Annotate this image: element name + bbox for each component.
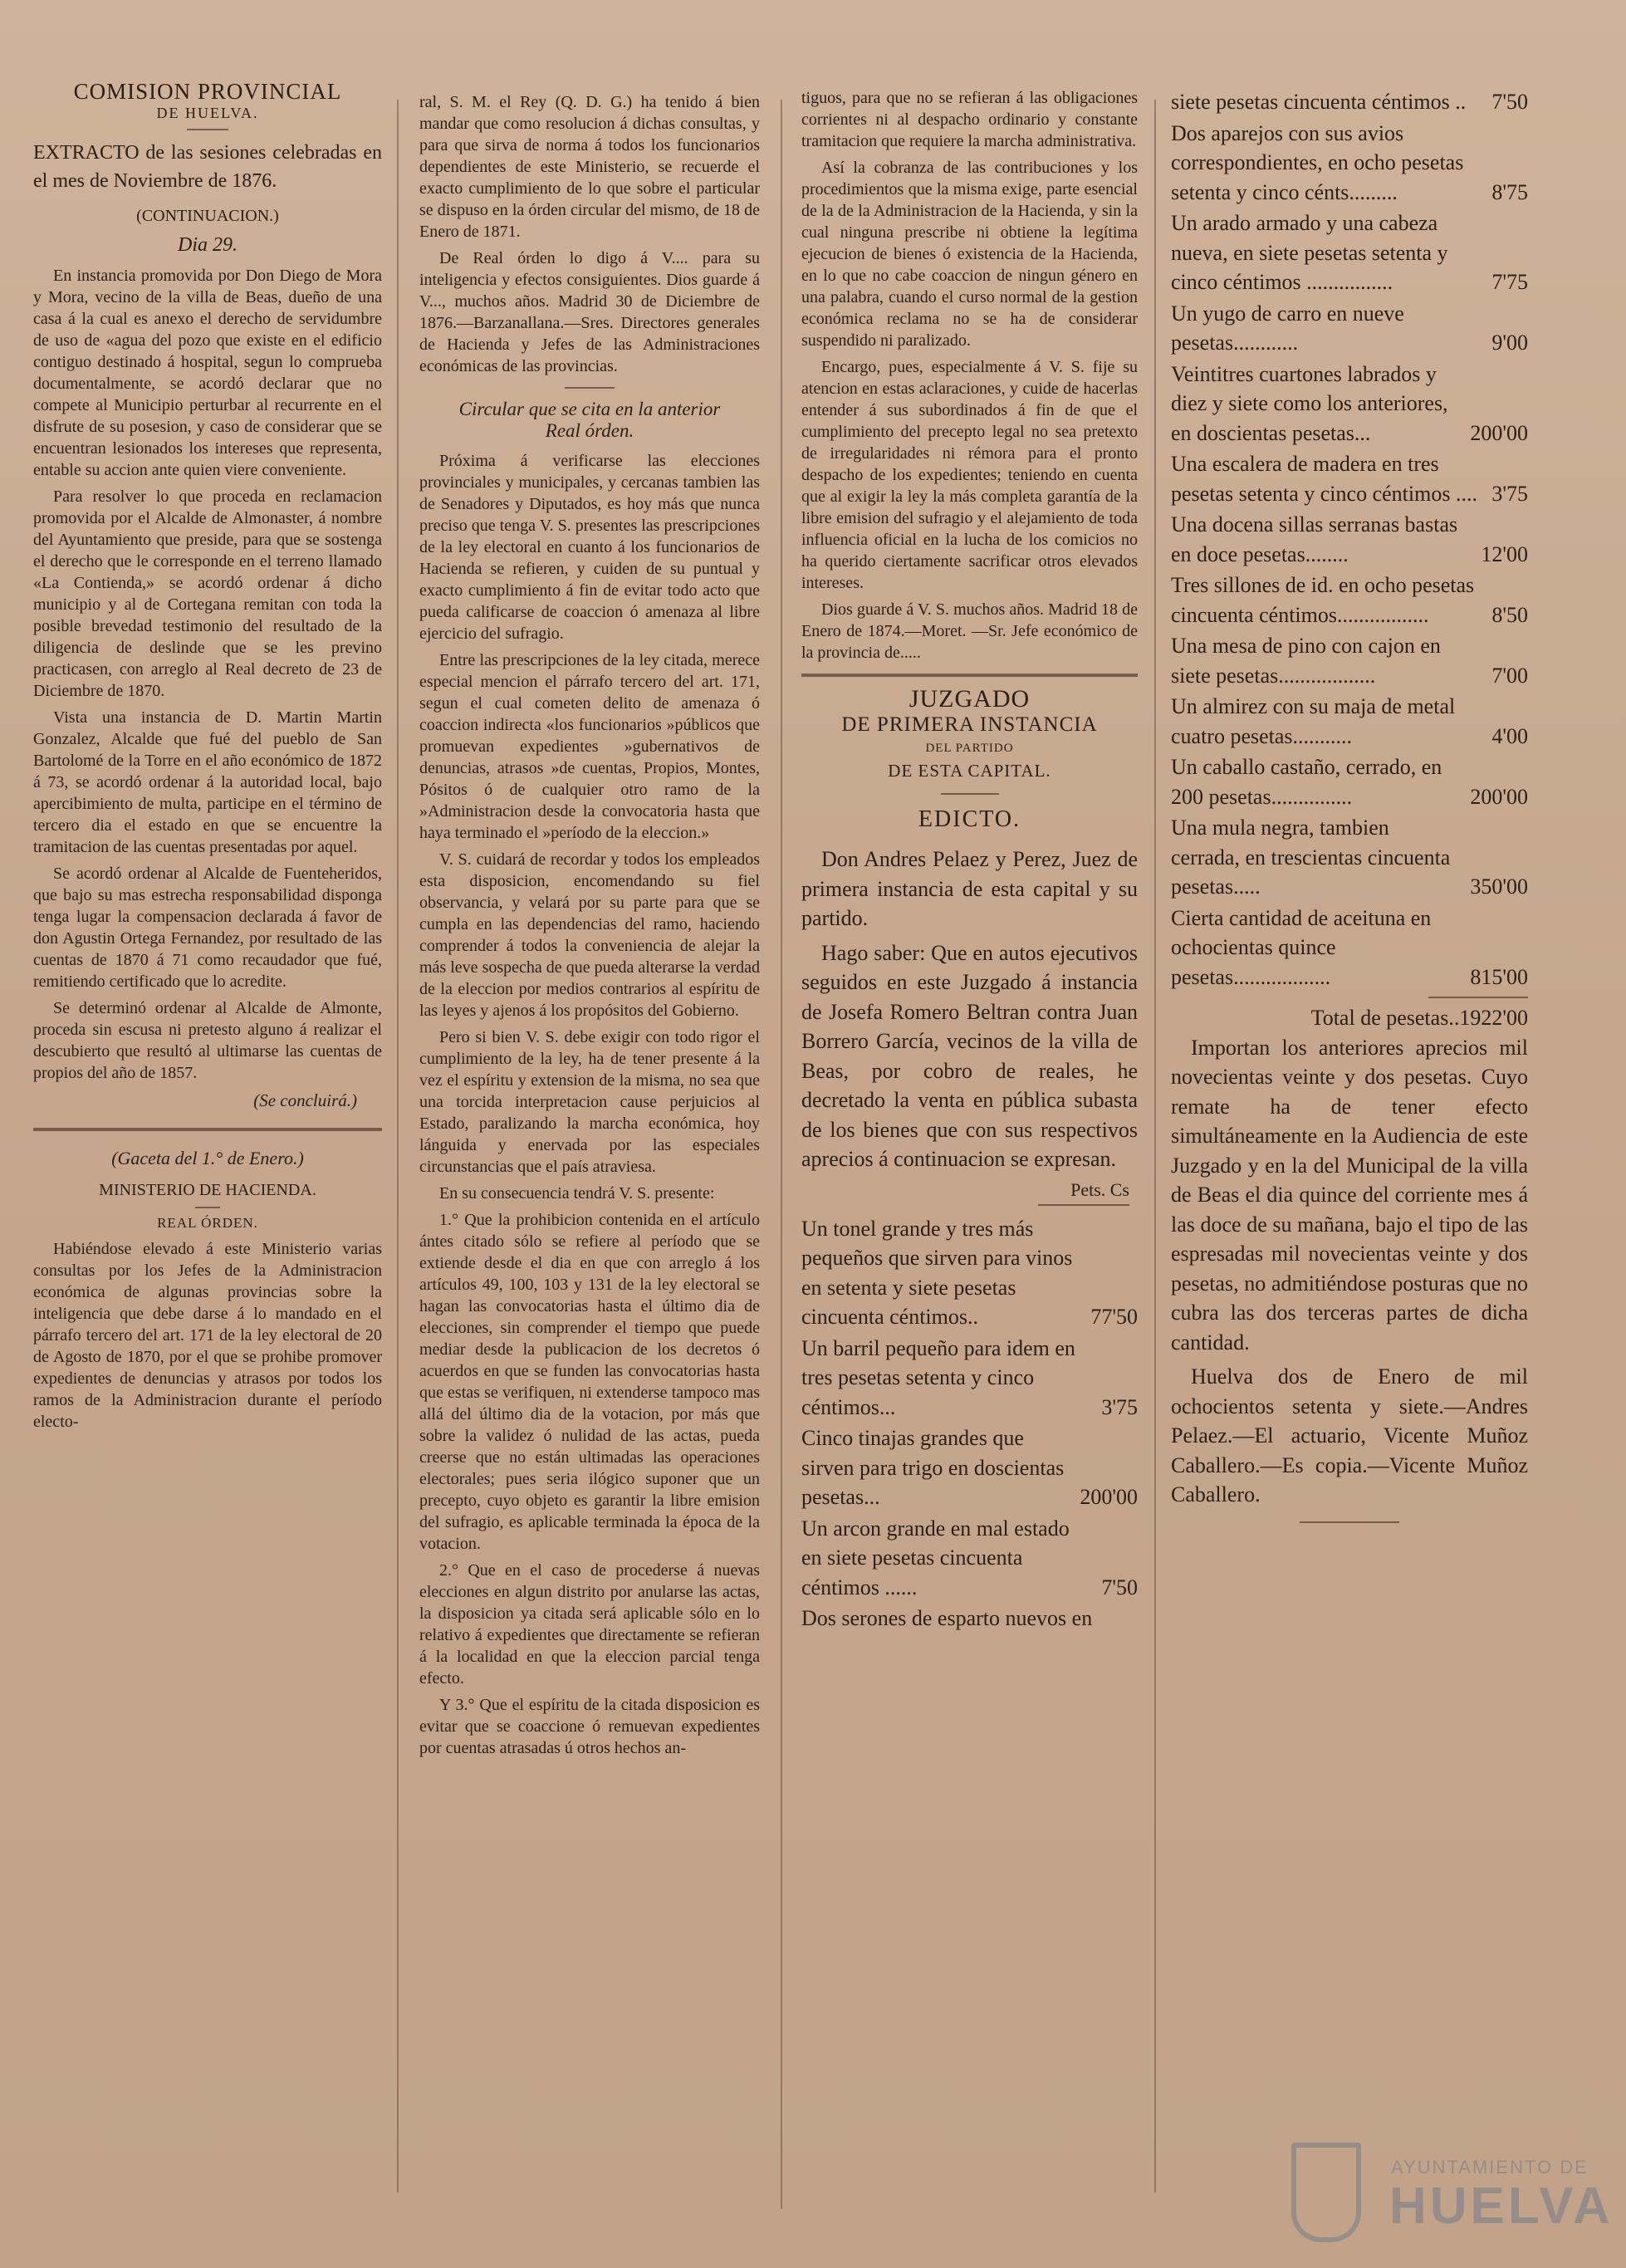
list-item [1171, 208, 1528, 297]
paragraph: Pero si bien V. S. debe exigir con todo rigor el cumplimiento de la ley, ha de tener presente á la vez el espíritu y extension de la misma, no sea que una torcida interpretacion cause perjuicios al Estado, paralizando la marcha económica, hoy lánguida y enervada por las especiales circunstancias que el país atraviesa. [419, 1028, 760, 1176]
divider [187, 129, 228, 130]
item-price: 200'00 [1470, 420, 1528, 445]
item-description: Dos serones de esparto nuevos en [801, 1606, 1093, 1630]
item-description: Un almirez con su maja de metal cuatro pesetas........... [1171, 694, 1456, 748]
item-description: Un barril pequeño para idem en tres pesetas setenta y cinco céntimos... [801, 1335, 1075, 1419]
item-description: Un caballo castaño, cerrado, en 200 pesetas............... [1171, 755, 1442, 809]
item-price: 4'00 [1491, 723, 1528, 748]
paragraph: Hago saber: Que en autos ejecutivos seguidos en este Juzgado á instancia de Josefa Romero Beltran contra Juan Borrero García, vecinos de la villa de Beas, por cobro de reales, he decretado la venta en pública subasta de los bienes que con sus respectivos aprecios á continuacion se expresan. [801, 940, 1138, 1171]
list-item [801, 1514, 1138, 1603]
item-price: 7'50 [1101, 1575, 1138, 1599]
item-price: 7'75 [1491, 270, 1528, 294]
list-item [801, 1214, 1138, 1332]
paragraph: tiguos, para que no se refieran á las obligaciones corrientes ni al despacho ordinario y constante tramitacion que requiere la marcha administrativa. [801, 89, 1138, 150]
item-description: Una escalera de madera en tres pesetas setenta y cinco céntimos .... [1171, 452, 1477, 506]
watermark-line-2: HUELVA [1389, 2177, 1614, 2235]
list-item [1171, 813, 1528, 902]
paragraph: 1.° Que la prohibicion contenida en el artículo ántes citado sólo se refiere al período que se extiende desde el dia en que con arreglo á los artículos 49, 100, 103 y 131 de la ley electoral se hagan las convocatorias hasta el último dia de elecciones, sin comprender el tiempo que puede mediar desde la publicacion de los decretos ó acuerdos en que se funden las convocatorias hasta que estas se verifiquen, ni extenderse tampoco mas allá del último dia de la votacion, por más que sobre la validez ó nulidad de las actas, pueda creerse que no están ultimadas las operaciones electorales; pues seria ilógico suponer que un precepto, cuyo objeto es garantir la libre emision del sufragio, es aplicable terminada la época de la votacion. [419, 1211, 760, 1553]
shield-icon [1291, 2143, 1361, 2242]
watermark-line-1: AYUNTAMIENTO DE [1391, 2157, 1589, 2177]
item-description: Un arado armado y una cabeza nueva, en siete pesetas setenta y cinco céntimos ................ [1171, 211, 1448, 294]
divider [1300, 1521, 1399, 1523]
item-description: Tres sillones de id. en ocho pesetas cincuenta céntimos................. [1171, 573, 1475, 627]
concluira-label: (Se concluirá.) [253, 1090, 357, 1110]
section-subheading: DE HUELVA. [156, 105, 259, 121]
item-price: 7'00 [1491, 663, 1528, 688]
paragraph: En instancia promovida por Don Diego de Mora y Mora, vecino de la villa de Beas, dueño de una casa á la cual es anexo el derecho de servidumbre de uso de «agua del pozo que existe en el edificio contiguo destinado á hospital, segun lo comprueba documentalmente, se acordó declarar que no compete al Municipio perturbar al recurrente en el disfrute de su posesion, y caso de considerar que se encuentran lesionados los intereses que representa, entable su accion ante quien viere conveniente. [33, 267, 382, 479]
paragraph: Se acordó ordenar al Alcalde de Fuenteheridos, que bajo su mas estrecha responsabilidad disponga tenga lugar la compensacion declarada á favor de don Agustin Ortega Fernandez, por resultado de las cuentas de 1870 á 71 como recaudador que fué, remitiendo certificado que lo acredite. [33, 865, 382, 991]
divider [1038, 1204, 1129, 1206]
dia-label: Dia 29. [178, 234, 238, 256]
item-description: Un tonel grande y tres más pequeños que sirven para vinos en setenta y siete pesetas cincuenta céntimos.. [801, 1216, 1073, 1329]
item-description: Veintitres cuartones labrados y diez y siete como los anteriores, en doscientas pesetas... [1171, 361, 1448, 445]
item-price: 7'50 [1491, 90, 1528, 114]
item-price: 350'00 [1470, 874, 1528, 899]
edicto-heading: EDICTO. [918, 806, 1021, 832]
item-price: 815'00 [1470, 964, 1528, 989]
continuacion-label: (CONTINUACION.) [136, 207, 279, 225]
paragraph: Y 3.° Que el espíritu de la citada disposicion es evitar que se coaccione ó remuevan expedientes por cuentas atrasadas ú otros hechos an- [419, 1696, 760, 1757]
item-description: Un arcon grande en mal estado en siete pesetas cincuenta céntimos ...... [801, 1516, 1070, 1599]
divider [941, 793, 999, 795]
column-4 [1171, 87, 1528, 1535]
paragraph: Huelva dos de Enero de mil ochocientos setenta y siete.—Andres Pelaez.—El actuario, Vicente Muñoz Caballero.—Es copia.—Vicente Muñoz Caballero. [1171, 1364, 1528, 1506]
paragraph: ral, S. M. el Rey (Q. D. G.) ha tenido á bien mandar que como resolucion á dichas consultas, y para que sirva de norma á todos los funcionarios dependientes de este Ministerio, se recuerde el exacto cumplimiento de lo que sobre el particular se dispuso en la órden circular del mismo, de 18 de Enero de 1871. [419, 93, 760, 241]
archive-watermark [1283, 2138, 1614, 2251]
list-item [801, 1604, 1138, 1634]
extracto-paragraph: EXTRACTO de las sesiones celebradas en el mes de Noviembre de 1876. [33, 142, 382, 192]
item-price: 8'50 [1491, 602, 1528, 627]
item-description: Una docena sillas serranas bastas en doce pesetas........ [1171, 512, 1458, 566]
column-3 [801, 87, 1138, 1635]
list-item [1171, 510, 1528, 569]
paragraph: Dios guarde á V. S. muchos años. Madrid 18 de Enero de 1874.—Moret. —Sr. Jefe económico de la provincia de..... [801, 600, 1138, 662]
list-item [801, 1334, 1138, 1423]
list-item [1171, 449, 1528, 508]
circular-heading: Circular que se cita en la anterior [458, 399, 721, 419]
divider [565, 387, 615, 389]
list-item [1171, 692, 1528, 751]
capital-label: DE ESTA CAPITAL. [888, 761, 1051, 781]
item-price: 3'75 [1491, 481, 1528, 506]
item-description: Una mula negra, tambien cerrada, en trescientas cincuenta pesetas..... [1171, 816, 1451, 899]
item-price: 9'00 [1491, 331, 1528, 355]
column-1 [33, 79, 382, 1438]
divider [1428, 997, 1528, 998]
paragraph: Próxima á verificarse las elecciones provinciales y municipales, y cercanas tambien las de Senadores y Diputados, es hoy más que nunca preciso que tenga V. S. presentes las prescripciones de la ley electoral en cuanto á los funcionarios de Hacienda se refieren, y cuiden de su puntual y exacto cumplimiento á fin de evitar todo acto que pueda calificarse de coaccion ó amenaza al libre ejercicio del sufragio. [419, 452, 760, 643]
item-price: 8'75 [1491, 179, 1528, 204]
item-price: 200'00 [1470, 784, 1528, 809]
section-heading: COMISION PROVINCIAL [73, 79, 342, 104]
paragraph: Habiéndose elevado á este Ministerio varias consultas por los Jefes de la Administracion económica de algunas provincias sobre la inteligencia que debe darse á lo mandado en el párrafo tercero del art. 171 de la ley electoral de 20 de Agosto de 1870, por el que se prohibe promover expedientes de denuncias y atrasos por todos los ramos de la Administracion durante el período electo- [33, 1240, 382, 1431]
list-item [1171, 119, 1528, 208]
divider [33, 1128, 382, 1131]
list-item [1171, 904, 1528, 992]
ministerio-heading: MINISTERIO DE HACIENDA. [99, 1181, 316, 1199]
list-item [1171, 360, 1528, 448]
item-price: 77'50 [1090, 1305, 1138, 1329]
paragraph: 2.° Que en el caso de procederse á nuevas elecciones en algun distrito por anularse las actas, la disposicion ya citada será aplicable sólo en lo relativo á expedientes que directamente se refieran á la localidad en que la eleccion parcial tenga efecto. [419, 1561, 760, 1688]
column-rule [397, 100, 399, 2192]
paragraph: Para resolver lo que proceda en reclamacion promovida por el Alcalde de Almonaster, á nombre del Ayuntamiento que preside, para que se sostenga el derecho que le corresponde en el terreno llamado «La Contienda,» se acordó ordenar á dicho municipio y al de Cortegana remitan con toda la posible brevedad testimonio del resultado de la diligencia de deslinde que se les previno practicasen, con arreglo al Real decreto de 23 de Diciembre de 1870. [33, 487, 382, 700]
list-item [1171, 631, 1528, 690]
item-price: 3'75 [1101, 1394, 1138, 1419]
paragraph: Encargo, pues, especialmente á V. S. fije su atencion en estas aclaraciones, y cuide de hacerlas entender á sus subordinados á fin de que el cumplimiento del precepto legal no sea pretexto de irregularidades ni rémora para el pronto despacho de los expedientes; teniendo en cuenta que al exigir la ley la más completa garantía de la libre emision del sufragio y el alejamiento de toda influencia oficial en la lucha de los comicios no ha querido ciertamente sacrificar otros elevados intereses. [801, 358, 1138, 592]
paragraph: Don Andres Pelaez y Perez, Juez de primera instancia de esta capital y su partido. [801, 847, 1138, 930]
list-item [1171, 571, 1528, 629]
list-item [1171, 87, 1528, 117]
column-rule [1154, 100, 1156, 2192]
paragraph: Entre las prescripciones de la ley citada, merece especial mencion el párrafo tercero del art. 171, segun el cual cometen delito de amenaza ó coaccion indirecta «los funcionarios »públicos que promuevan expedientes »gubernativos de denuncias, atrasos »de cuentas, Propios, Montes, Pósitos ó de cualquier otro ramo de la »Administracion desde la convocatoria hasta que haya terminado el »período de la eleccion.» [419, 651, 760, 842]
item-description: Un yugo de carro en nueve pesetas............ [1171, 301, 1404, 355]
item-description: Cierta cantidad de aceituna en ochocientas quince pesetas.................. [1171, 905, 1432, 989]
divider [195, 1207, 220, 1208]
list-item [1171, 299, 1528, 358]
list-item [801, 1423, 1138, 1512]
partido-label: DEL PARTIDO [925, 742, 1014, 755]
item-description: siete pesetas cincuenta céntimos .. [1171, 90, 1467, 114]
paragraph: De Real órden lo digo á V.... para su inteligencia y efectos consiguientes. Dios guarde á V..., muchos años. Madrid 30 de Diciembre de 1876.—Barzanallana.—Sres. Directores generales de Hacienda y Jefes de las Administraciones económicas de las provincias. [419, 249, 760, 375]
column-2 [419, 91, 760, 1764]
paragraph: Así la cobranza de las contribuciones y los procedimientos que la misma exige, parte esencial de la de la Administracion de la Hacienda, y sin la cual ninguna prescribe ni obtiene la legítima ejecucion de bienes ó existencia de la Hacienda, en lo que no cabe coaccion de ningun género en una palabra, cuando el curso normal de la gestion económica reclama no se ha de considerar suspendido ni paralizado. [801, 159, 1138, 350]
list-item [1171, 752, 1528, 811]
real-orden-heading: REAL ÓRDEN. [157, 1215, 258, 1231]
instancia-heading: DE PRIMERA INSTANCIA [841, 713, 1098, 736]
circular-heading-2: Real órden. [545, 420, 634, 441]
gaceta-label: (Gaceta del 1.° de Enero.) [111, 1148, 304, 1168]
divider [801, 674, 1138, 677]
item-description: Una mesa de pino con cajon en siete pesetas.................. [1171, 634, 1441, 688]
total-line: Total de pesetas..1922'00 [1310, 1006, 1528, 1030]
paragraph: Importan los anteriores aprecios mil novecientas veinte y dos pesetas. Cuyo remate ha de tener efecto simultáneamente en la Audiencia de este Juzgado y en la del Municipal de la villa de Beas el dia quince del corriente mes á las doce de su mañana, bajo el tipo de las espresadas mil novecientas veinte y dos pesetas, no admitiéndose posturas que no cubra las dos terceras partes de dicha cantidad. [1171, 1035, 1528, 1354]
paragraph: En su consecuencia tendrá V. S. presente: [439, 1184, 715, 1203]
pesetas-header: Pets. Cs [1070, 1178, 1129, 1200]
juzgado-heading: JUZGADO [909, 685, 1031, 713]
item-price: 12'00 [1481, 541, 1528, 566]
item-description: Dos aparejos con sus avios correspondientes, en ocho pesetas setenta y cinco cénts......... [1171, 120, 1464, 204]
paragraph: Vista una instancia de D. Martin Martin Gonzalez, Alcalde que fué del pueblo de San Bartolomé de la Torre en el año económico de 1872 á 73, se acordó ordenar á la autoridad local, bajo apercibimiento de multa, participe en el término de tercero dia el estado en que se encuentre la tramitacion de las cuentas presentadas por aquel. [33, 708, 382, 856]
item-price: 200'00 [1080, 1485, 1138, 1509]
item-description: Cinco tinajas grandes que sirven para trigo en doscientas pesetas... [801, 1426, 1065, 1509]
paragraph: V. S. cuidará de recordar y todos los empleados esta disposicion, encomendando su fiel observancia, y velará por su parte para que se cumpla en las dependencias del ramo, haciendo comprender á todos la conveniencia de alejar la más leve sospecha de que pueda alterarse la verdad de la eleccion por medios contrarios al espíritu de las leyes y ajenos á los propósitos del Gobierno. [419, 850, 760, 1020]
column-rule [781, 100, 782, 2209]
paragraph: Se determinó ordenar al Alcalde de Almonte, proceda sin escusa ni pretesto alguno á realizar el descubierto que resultó al ultimarse las cuentas de propios del año de 1857. [33, 999, 382, 1082]
